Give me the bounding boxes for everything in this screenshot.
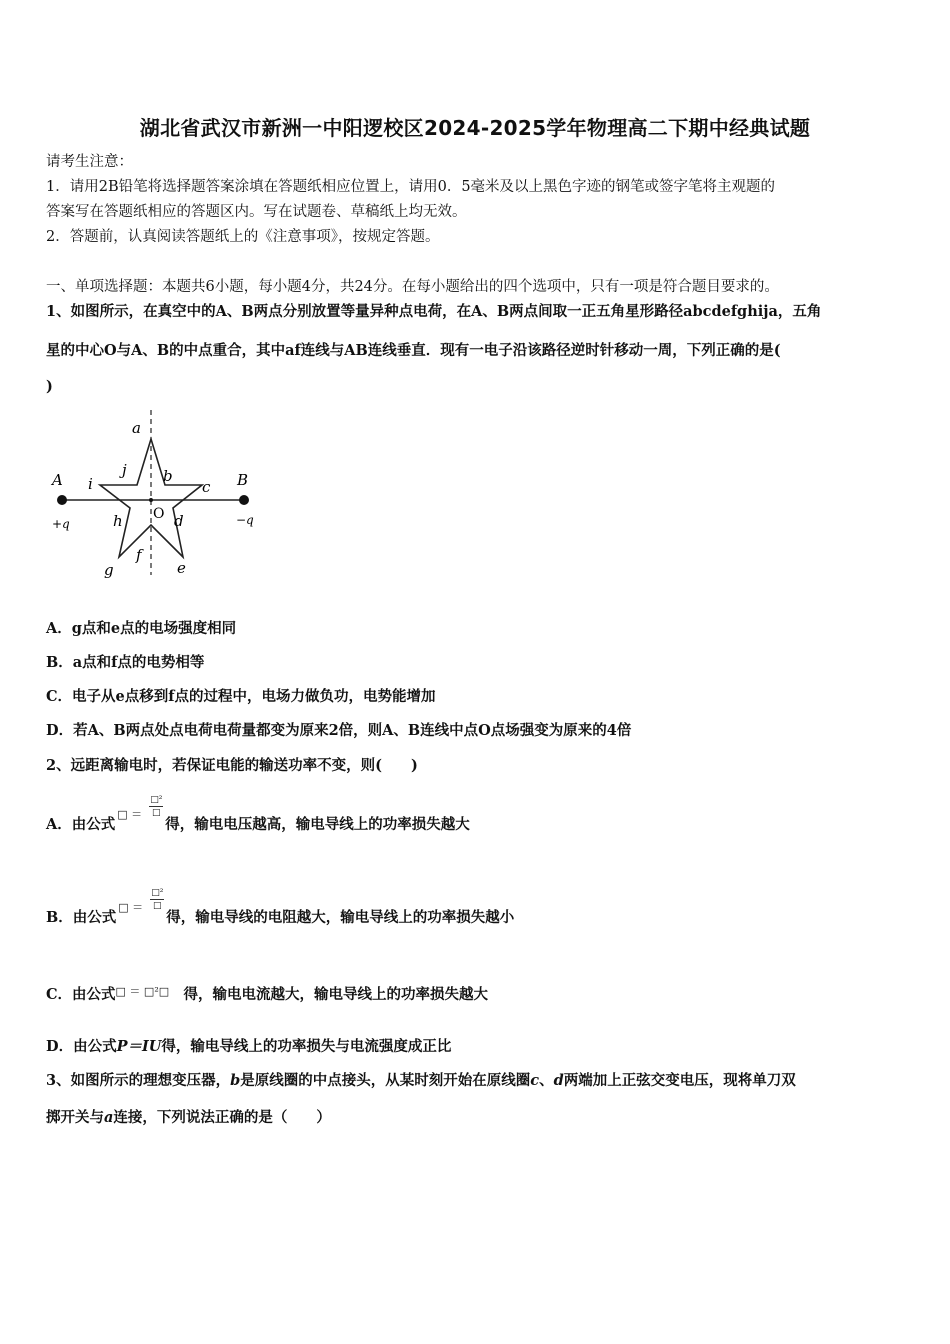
option-suffix: 得，输电导线上的功率损失与电流强度成正比	[161, 1038, 452, 1055]
power-formula-image	[116, 888, 166, 928]
variable-a: a	[104, 1109, 114, 1126]
option-suffix: 得，输电导线的电阻越大，输电导线上的功率损失越小	[166, 909, 515, 926]
label-h: h	[113, 512, 123, 530]
question-1-stem-line: 1、如图所示，在真空中的A、B两点分别放置等量异种点电荷，在A、B两点间取一正五角星形路径abcdefghija，五角	[46, 303, 822, 320]
formula-symbol: □	[117, 808, 128, 821]
question-2-option-d[interactable]	[46, 1037, 451, 1057]
section-heading: 一、单项选择题：本题共6小题，每小题4分，共24分。在每小题给出的四个选项中，只有一项是符合题目要求的。	[46, 279, 779, 295]
option-prefix: C．由公式	[46, 986, 116, 1003]
option-prefix: A．由公式	[46, 816, 116, 833]
question-1-option-a[interactable]: A．g点和e点的电场强度相同	[46, 620, 237, 637]
power-formula-image	[115, 795, 165, 835]
center-O-point	[149, 498, 153, 502]
label-f: f	[136, 546, 142, 564]
question-1-option-c[interactable]: C．电子从e点移到f点的过程中，电场力做负功，电势能增加	[46, 688, 436, 705]
option-prefix: B．由公式	[46, 909, 117, 926]
stem-text: 掷开关与	[46, 1109, 104, 1126]
stem-text: 两端加上正弦交变电压，现将单刀双	[563, 1072, 796, 1089]
label-j: j	[122, 461, 127, 479]
notice-item: 1．请用2B铅笔将选择题答案涂填在答题纸相应位置上，请用0．5毫米及以上黑色字迹的钢笔或签字笔将主观题的	[46, 179, 776, 195]
formula-p-iu: P＝IU	[116, 1038, 162, 1055]
stem-text: 是原线圈的中点接头，从某时刻开始在原线圈	[240, 1072, 531, 1089]
question-3-stem-line	[46, 1071, 908, 1091]
label-b: b	[163, 467, 173, 485]
formula-numerator: □²	[151, 888, 164, 898]
formula-equals: ＝	[131, 808, 143, 821]
question-1-stem-line: 星的中心O与A、B的中点重合，其中af连线与AB连线垂直．现有一电子沿该路径逆时针移动一周，下列正确的是(	[46, 342, 781, 359]
option-prefix: D．由公式	[46, 1038, 117, 1055]
formula-denominator: □	[151, 808, 161, 818]
label-g: g	[104, 561, 114, 579]
formula-symbol: □	[118, 901, 129, 914]
stem-text: 、	[539, 1072, 554, 1089]
question-3-stem-line	[46, 1108, 908, 1128]
power-formula-image: □ ＝ □²□	[115, 985, 170, 998]
formula-equals: ＝	[132, 901, 144, 914]
charge-A-point	[57, 495, 67, 505]
variable-c: c	[530, 1072, 540, 1089]
label-B: B	[237, 471, 249, 489]
option-suffix: 得，输电电压越高，输电导线上的功率损失越大	[165, 816, 470, 833]
notice-item: 答案写在答题纸相应的答题区内。写在试题卷、草稿纸上均无效。	[46, 204, 467, 220]
page-title: 湖北省武汉市新洲一中阳逻校区2024-2025学年物理高二下期中经典试题	[139, 116, 811, 140]
question-1-option-d[interactable]: D．若A、B两点处点电荷电荷量都变为原来2倍，则A、B连线中点O点场强变为原来的4倍	[46, 722, 632, 739]
label-i: i	[88, 475, 93, 493]
label-O: O	[153, 506, 165, 522]
label-A: A	[52, 471, 63, 489]
notice-heading: 请考生注意：	[46, 154, 133, 170]
label-c: c	[202, 478, 211, 496]
formula-denominator: □	[153, 901, 162, 911]
question-2-stem: 2、远距离输电时，若保证电能的输送功率不变，则( )	[46, 757, 418, 774]
label-e: e	[177, 559, 186, 577]
charge-B-point	[239, 495, 249, 505]
question-1-option-b[interactable]: B．a点和f点的电势相等	[46, 654, 205, 671]
option-suffix: 得，输电电流越大，输电导线上的功率损失越大	[183, 986, 489, 1003]
question-2-option-a[interactable]	[46, 795, 470, 835]
formula-numerator: □²	[150, 795, 163, 805]
stem-text: 连接，下列说法正确的是（ ）	[113, 1109, 331, 1126]
variable-b: b	[230, 1072, 241, 1089]
star-charge-figure	[40, 405, 280, 585]
question-1-stem-line: )	[46, 378, 53, 395]
stem-text: 3、如图所示的理想变压器，	[46, 1072, 231, 1089]
question-2-option-b[interactable]	[46, 888, 514, 928]
label-a: a	[132, 419, 141, 437]
label-plus-q: +q	[52, 517, 70, 531]
variable-d: d	[553, 1072, 564, 1089]
label-d: d	[174, 512, 184, 530]
question-2-option-c[interactable]	[46, 982, 488, 1005]
label-minus-q: −q	[236, 513, 254, 527]
notice-item: 2．答题前，认真阅读答题纸上的《注意事项》，按规定答题。	[46, 229, 440, 245]
